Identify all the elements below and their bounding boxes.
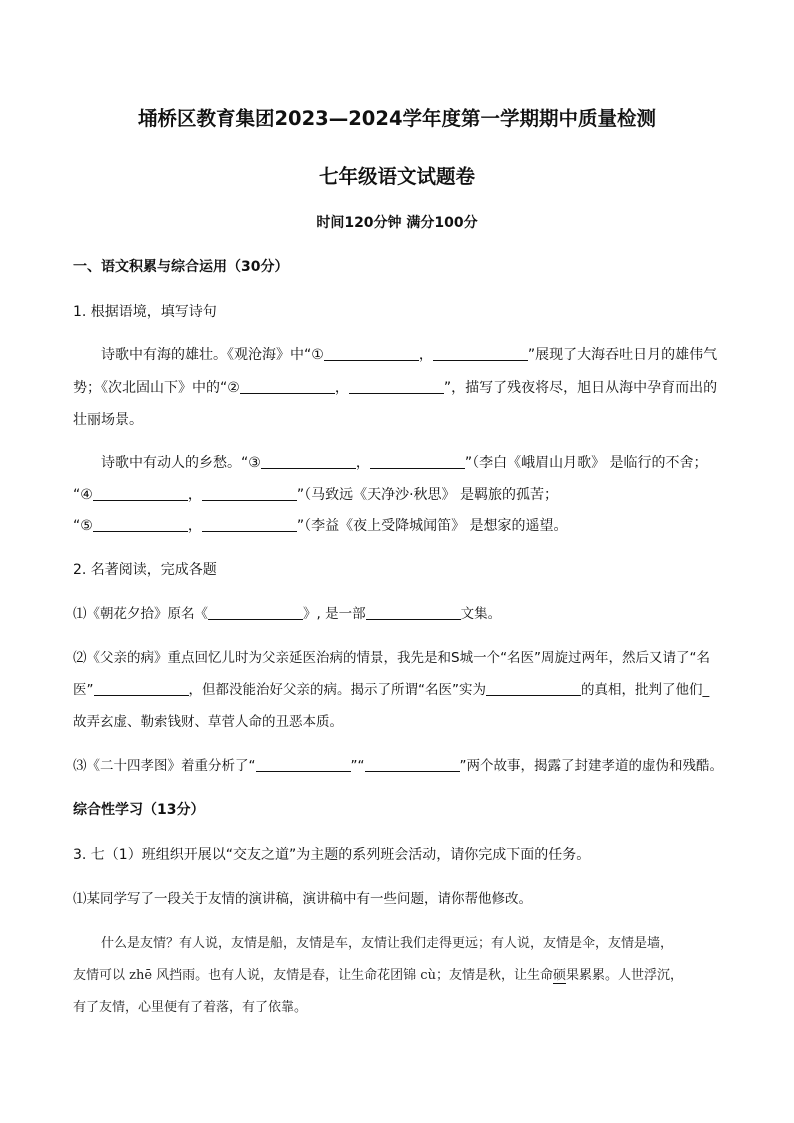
essay-line-1: 什么是友情？有人说，友情是船，友情是车，友情让我们走得更远；有人说，友情是伞，友情是墙， <box>101 936 674 951</box>
q1-para1-line3: 壮丽场景。 <box>73 412 143 428</box>
text-segment: ”（马致远《天净沙·秋思》 是羁旅的孤苦； <box>296 487 558 503</box>
answer-blank-5a[interactable] <box>93 517 188 532</box>
text-segment: ”，描写了残夜将尽，旭日从海中孕育而出的 <box>443 380 718 396</box>
answer-blank-2a[interactable] <box>240 379 335 394</box>
q3-heading: 3. 七（1）班组织开展以“交友之道”为主题的系列班会活动，请你完成下面的任务。 <box>73 847 591 863</box>
text-segment: 友情可以 zhē 风挡雨。也有人说，友情是春，让生命花团锦 cù；友情是秋，让生命 <box>73 968 553 983</box>
q3-sub1: ⑴某同学写了一段关于友情的演讲稿，演讲稿中有一些问题，请你帮他修改。 <box>73 891 532 907</box>
q1-para2-line1 <box>101 453 733 473</box>
q2-heading: 2. 名著阅读，完成各题 <box>73 562 217 578</box>
text-segment: ， <box>187 518 202 534</box>
text-segment: ， <box>418 347 433 363</box>
text-segment: 诗歌中有海的雄壮。《观沧海》中“① <box>101 347 324 363</box>
answer-blank-q2-1a[interactable] <box>208 605 303 620</box>
q1-heading: 1. 根据语境，填写诗句 <box>73 304 217 320</box>
q1-para2-line2 <box>73 485 733 505</box>
text-segment: ⑴《朝花夕拾》原名《 <box>73 606 208 622</box>
answer-blank-q2-2a[interactable] <box>94 681 189 696</box>
essay-line-3: 有了友情，心里便有了着落，有了依靠。 <box>73 1000 308 1015</box>
text-segment: 》, 是一部 <box>303 606 366 622</box>
q1-para1-line1 <box>101 345 733 365</box>
answer-blank-4a[interactable] <box>93 486 188 501</box>
q2-sub1 <box>73 604 733 624</box>
section1-heading: 一、语文积累与综合运用（30分） <box>73 259 289 275</box>
text-segment: 文集。 <box>460 606 502 622</box>
q1-para2-line3 <box>73 516 733 536</box>
answer-blank-q2-3b[interactable] <box>365 757 460 772</box>
exam-title: 埇桥区教育集团2023—2024学年度第一学期期中质量检测 <box>137 107 657 130</box>
text-segment: ， <box>334 380 349 396</box>
q2-sub2-line3: 故弄玄虚、勒索钱财、草菅人命的丑恶本质。 <box>73 714 343 730</box>
answer-blank-3a[interactable] <box>261 454 356 469</box>
text-segment: 医” <box>73 682 94 698</box>
answer-blank-5b[interactable] <box>202 517 297 532</box>
exam-info: 时间120分钟 满分100分 <box>316 215 478 231</box>
text-segment: ”（李益《夜上受降城闻笛》 是想家的遥望。 <box>296 518 568 534</box>
section2-heading: 综合性学习（13分） <box>73 802 205 818</box>
q2-sub2-line1: ⑵《父亲的病》重点回忆儿时为父亲延医治病的情景，我先是和S城一个“名医”周旋过两年，然后又请了“名 <box>73 650 711 666</box>
text-segment: “④ <box>73 487 93 503</box>
text-segment: ”展现了大海吞吐日月的雄伟气 <box>527 347 718 363</box>
text-segment: ”（李白《峨眉山月歌》 是临行的不舍； <box>464 455 708 471</box>
answer-blank-1b[interactable] <box>433 346 528 361</box>
text-segment: 诗歌中有动人的乡愁。“③ <box>101 455 261 471</box>
answer-blank-q2-2b[interactable] <box>486 681 581 696</box>
q2-sub3 <box>73 756 733 776</box>
text-segment: ⑶《二十四孝图》着重分析了“ <box>73 758 256 774</box>
answer-blank-q2-3a[interactable] <box>256 757 351 772</box>
text-segment: 势；《次北固山下》中的“② <box>73 380 240 396</box>
text-segment: 果累累。人世浮沉， <box>565 968 683 983</box>
answer-blank-1a[interactable] <box>324 346 419 361</box>
answer-blank-4b[interactable] <box>202 486 297 501</box>
text-segment: ，但都没能治好父亲的病。揭示了所谓“名医”实为 <box>188 682 486 698</box>
q1-para1-line2 <box>73 378 733 398</box>
underlined-char: 硕 <box>552 968 566 983</box>
text-segment: ， <box>355 455 370 471</box>
exam-subtitle: 七年级语文试题卷 <box>318 165 475 188</box>
text-segment: ”两个故事，揭露了封建孝道的虚伪和残酷。 <box>459 758 723 774</box>
answer-blank-q2-1b[interactable] <box>366 605 461 620</box>
answer-blank-2b[interactable] <box>349 379 444 394</box>
q2-sub2-line2 <box>73 680 733 700</box>
text-segment: ， <box>187 487 202 503</box>
text-segment: “⑤ <box>73 518 93 534</box>
text-segment: ”“ <box>350 758 365 774</box>
text-segment: 的真相，批判了他们_ <box>581 682 710 698</box>
essay-line-2 <box>73 966 733 986</box>
answer-blank-3b[interactable] <box>370 454 465 469</box>
